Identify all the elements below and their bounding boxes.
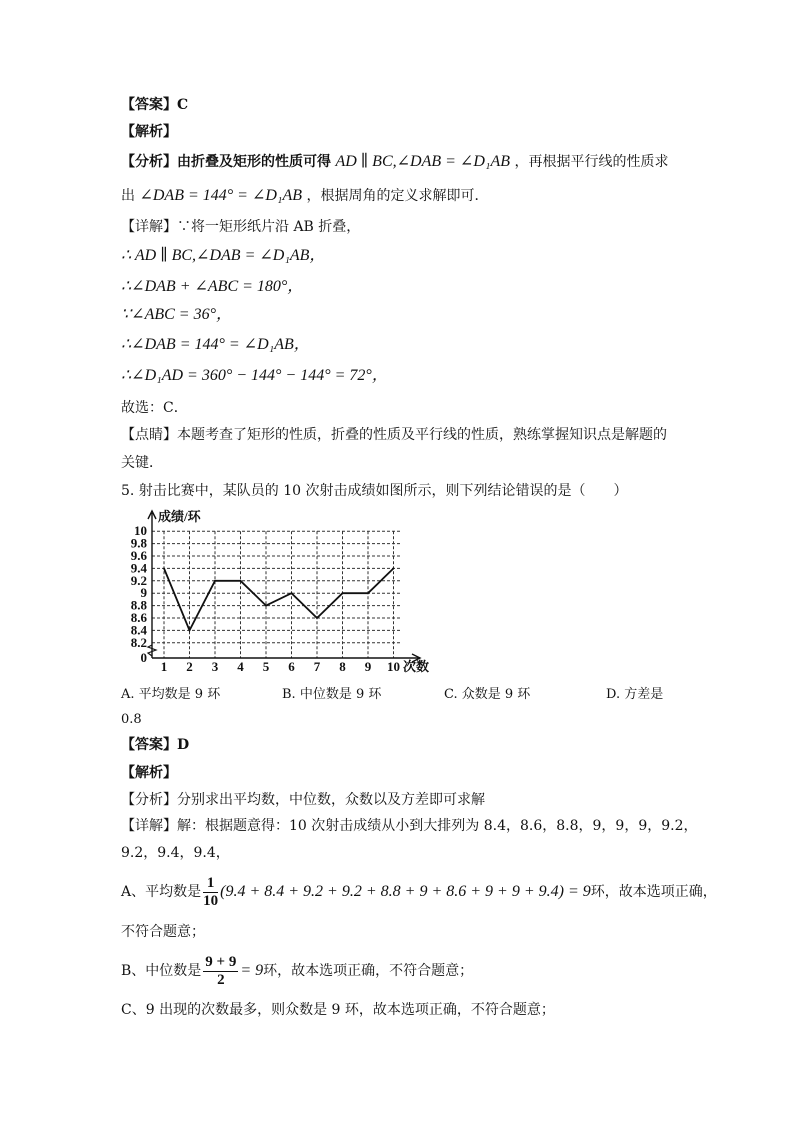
mean-line-a: A、平均数是 [121,884,202,900]
y-tick-0: 0 [140,650,147,665]
chart-axes [148,511,420,662]
formula-angle-1: ∠DAB = 144° = ∠D₁AB [139,187,303,204]
question-5-text: 5. 射击比赛中，某队员的 10 次射击成绩如图所示，则下列结论错误的是（ ） [121,483,628,499]
x-tick-labels [161,659,400,673]
detail-line-6: ∴∠D₁AD = 360° − 144° − 144° = 72°， [121,367,388,384]
fraction-one-tenth [203,875,218,910]
score-series-line [164,568,394,630]
detail-line-3: ∴∠DAB + ∠ABC = 180°， [121,278,304,295]
analysis-text-2b: ，根据周角的定义求解即可． [306,188,489,204]
comment-line-2: 关键． [121,455,163,471]
median-line [121,953,473,989]
y-tick-4: 8.8 [130,597,147,613]
x-tick-7: 7 [313,659,321,673]
x-tick-10: 10 [387,659,400,673]
detail-line-5: ∴∠DAB = 144° = ∠D₁AB， [121,336,310,353]
analysis-heading-2: 【解析】 [121,765,177,781]
x-tick-1: 1 [160,659,168,673]
x-axis-label: 次数 [403,659,430,673]
mode-line: C、9 出现的次数最多，则众数是 9 环，故本选项正确，不符合题意； [121,1002,555,1018]
analysis-text-2 [121,186,488,206]
y-tick-2: 8.4 [130,622,147,638]
y-tick-9: 9.8 [130,535,147,551]
option-c: C. 众数是 9 环 [444,687,531,702]
formula-parallel-1: AD ∥ BC,∠DAB = ∠D₁AB [335,153,510,170]
x-tick-9: 9 [364,659,372,673]
chart-series [163,568,394,632]
x-tick-5: 5 [262,659,270,673]
detail-line-1: 【详解】∵将一矩形纸片沿 AB 折叠， [121,219,361,235]
median-line-b: 环，故本选项正确，不符合题意； [263,963,474,979]
comment-line-1: 【点睛】本题考查了矩形的性质，折叠的性质及平行线的性质，熟练掌握知识点是解题的 [121,427,667,443]
x-tick-2: 2 [186,659,193,673]
analysis-text-1 [121,152,668,172]
detail-line-7: 【详解】解：根据题意得：10 次射击成绩从小到大排列为 8.4，8.6，8.8，9，9，9，9.2， [121,818,698,834]
median-numerator: 9 + 9 [205,953,237,970]
detail-line-4: ∵∠ABC = 36°， [121,306,233,323]
y-tick-10: 10 [134,523,147,539]
option-d-cont: 0.8 [121,712,142,727]
median-line-a: B、中位数是 [121,963,202,979]
mean-line-2: 不符合题意； [121,924,205,940]
answer-label-2: 【答案】D [121,737,190,753]
analysis-text-2a: 出 [121,188,135,204]
median-expression: = 9 [240,962,264,979]
median-denominator: 2 [217,971,225,988]
mean-expression: (9.4 + 8.4 + 9.2 + 9.2 + 8.8 + 9 + 8.6 + 9 + 9 + 9.4) = 9 [220,883,591,900]
score-point-10 [393,568,395,570]
mean-line-b: 环，故本选项正确， [590,884,717,900]
fraction-denominator: 10 [203,892,219,909]
x-tick-4: 4 [237,659,244,673]
y-tick-3: 8.6 [130,610,147,625]
score-point-1 [163,568,165,570]
y-tick-7: 9.4 [130,560,147,576]
score-point-4 [240,580,242,582]
option-a: A. 平均数是 9 环 [121,687,221,702]
x-tick-6: 6 [288,659,295,673]
detail-line-2: ∴ AD ∥ BC,∠DAB = ∠D₁AB， [121,247,326,264]
detail-line-8: 9.2，9.4，9.4， [121,845,230,861]
fraction-numerator: 1 [203,875,218,893]
fraction-median [203,954,238,989]
score-point-9 [367,592,369,594]
score-point-7 [316,617,318,619]
choice-line: 故选：C． [121,400,188,416]
analysis-text-1a: 【分析】由折叠及矩形的性质可得 [121,154,331,170]
y-axis-label: 成绩/环 [158,509,201,524]
y-tick-8: 9.6 [130,548,147,563]
x-tick-8: 8 [339,659,346,673]
mean-line [121,874,717,910]
answer-label-1: 【答案】C [121,97,189,113]
option-d: D. 方差是 [606,687,664,702]
score-point-3 [214,580,216,582]
analysis-text-3: 【分析】分别求出平均数，中位数，众数以及方差即可求解 [121,792,485,808]
score-point-5 [265,605,267,607]
y-tick-1: 8.2 [130,634,147,650]
analysis-heading-1: 【解析】 [121,124,177,140]
option-b: B. 中位数是 9 环 [282,687,382,702]
score-point-6 [291,592,293,594]
score-point-8 [342,592,344,594]
chart-grid [152,531,402,658]
y-tick-5: 9 [140,585,147,601]
x-tick-3: 3 [211,659,219,673]
analysis-text-1b: ，再根据平行线的性质求 [514,154,669,170]
y-tick-6: 9.2 [130,572,147,588]
y-tick-labels [131,523,148,665]
score-line-chart [120,503,430,673]
score-point-2 [189,630,191,632]
